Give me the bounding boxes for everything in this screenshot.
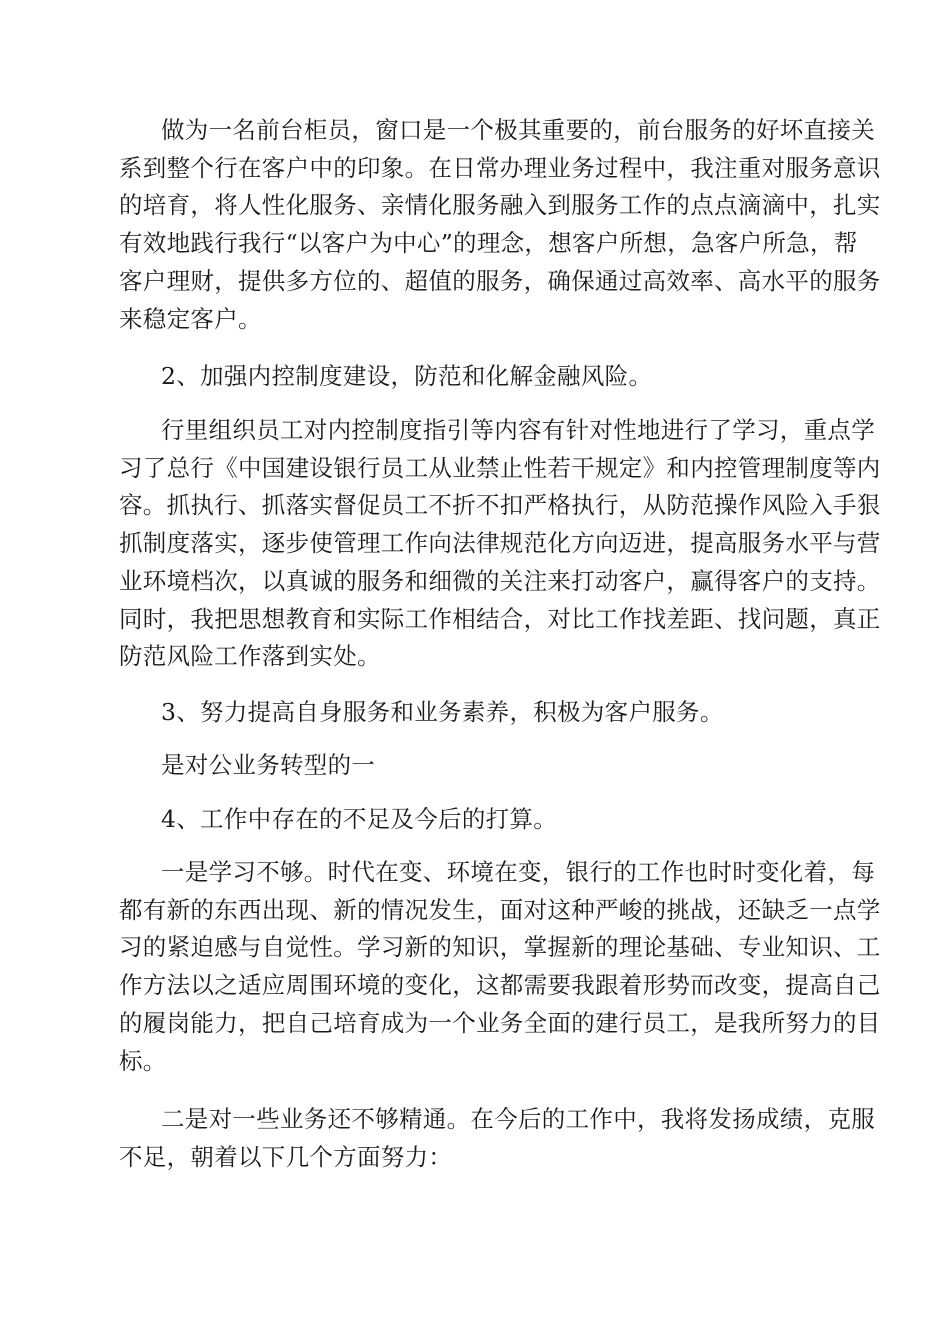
text-line: 是对公业务转型的一	[161, 751, 376, 779]
text-line: 习了总行《中国建设银行员工从业禁止性若干规定》和内控管理制度等内	[119, 453, 881, 482]
text-line: 不足，朝着以下几个方面努力：	[119, 1142, 453, 1171]
text-line: 3、努力提高自身服务和业务素养，积极为客户服务。	[161, 698, 724, 726]
text-line: 做为一名前台柜员，窗口是一个极其重要的，前台服务的好坏直接关	[161, 116, 875, 144]
text-line: 一是学习不够。时代在变、环境在变，银行的工作也时时变化着，每	[161, 858, 875, 886]
text-line: 4、工作中存在的不足及今后的打算。	[161, 805, 558, 833]
text-line: 来稳定客户。	[119, 304, 262, 333]
text-line: 标。	[119, 1046, 167, 1075]
text-line: 同时，我把思想教育和实际工作相结合，对比工作找差距、找问题，真正	[119, 604, 881, 633]
text-line: 业环境档次，以真诚的服务和细微的关注来打动客户，赢得客户的支持。	[119, 566, 881, 595]
text-line: 作方法以之适应周围环境的变化，这都需要我跟着形势而改变，提高自己	[119, 971, 881, 1000]
paragraph-fragment	[119, 747, 834, 785]
text-line: 的培育，将人性化服务、亲情化服务融入到服务工作的点点滴滴中，扎实	[119, 191, 881, 220]
section-heading-4	[119, 801, 834, 839]
text-line: 客户理财，提供多方位的、超值的服务，确保通过高效率、高水平的服务	[119, 266, 881, 295]
text-line: 行里组织员工对内控制度指引等内容有针对性地进行了学习，重点学	[161, 416, 875, 444]
text-line: 2、加强内控制度建设，防范和化解金融风险。	[161, 362, 653, 390]
text-line: 的履岗能力，把自己培育成为一个业务全面的建行员工，是我所努力的目	[119, 1008, 881, 1037]
section-heading-2	[119, 358, 834, 396]
text-line: 抓制度落实，逐步使管理工作向法律规范化方向迈进，提高服务水平与营	[119, 529, 881, 558]
text-line: 习的紧迫感与自觉性。学习新的知识，掌握新的理论基础、专业知识、工	[119, 933, 881, 962]
text-line: 都有新的东西出现、新的情况发生，面对这种严峻的挑战，还缺乏一点学	[119, 895, 881, 924]
text-line: 系到整个行在客户中的印象。在日常办理业务过程中，我注重对服务意识	[119, 153, 881, 182]
text-line: 容。抓执行、抓落实督促员工不折不扣严格执行，从防范操作风险入手狠	[119, 491, 881, 520]
section-heading-3	[119, 694, 834, 732]
text-line: 防范风险工作落到实处。	[119, 642, 381, 671]
text-line: 有效地践行我行“以客户为中心”的理念，想客户所想，急客户所急，帮	[119, 229, 858, 258]
paragraph-internal-control	[119, 412, 881, 676]
paragraph-proficiency	[119, 1101, 875, 1176]
paragraph-service-attitude	[119, 112, 881, 338]
paragraph-learning	[119, 854, 881, 1080]
text-line: 二是对一些业务还不够精通。在今后的工作中，我将发扬成绩，克服	[161, 1105, 875, 1133]
